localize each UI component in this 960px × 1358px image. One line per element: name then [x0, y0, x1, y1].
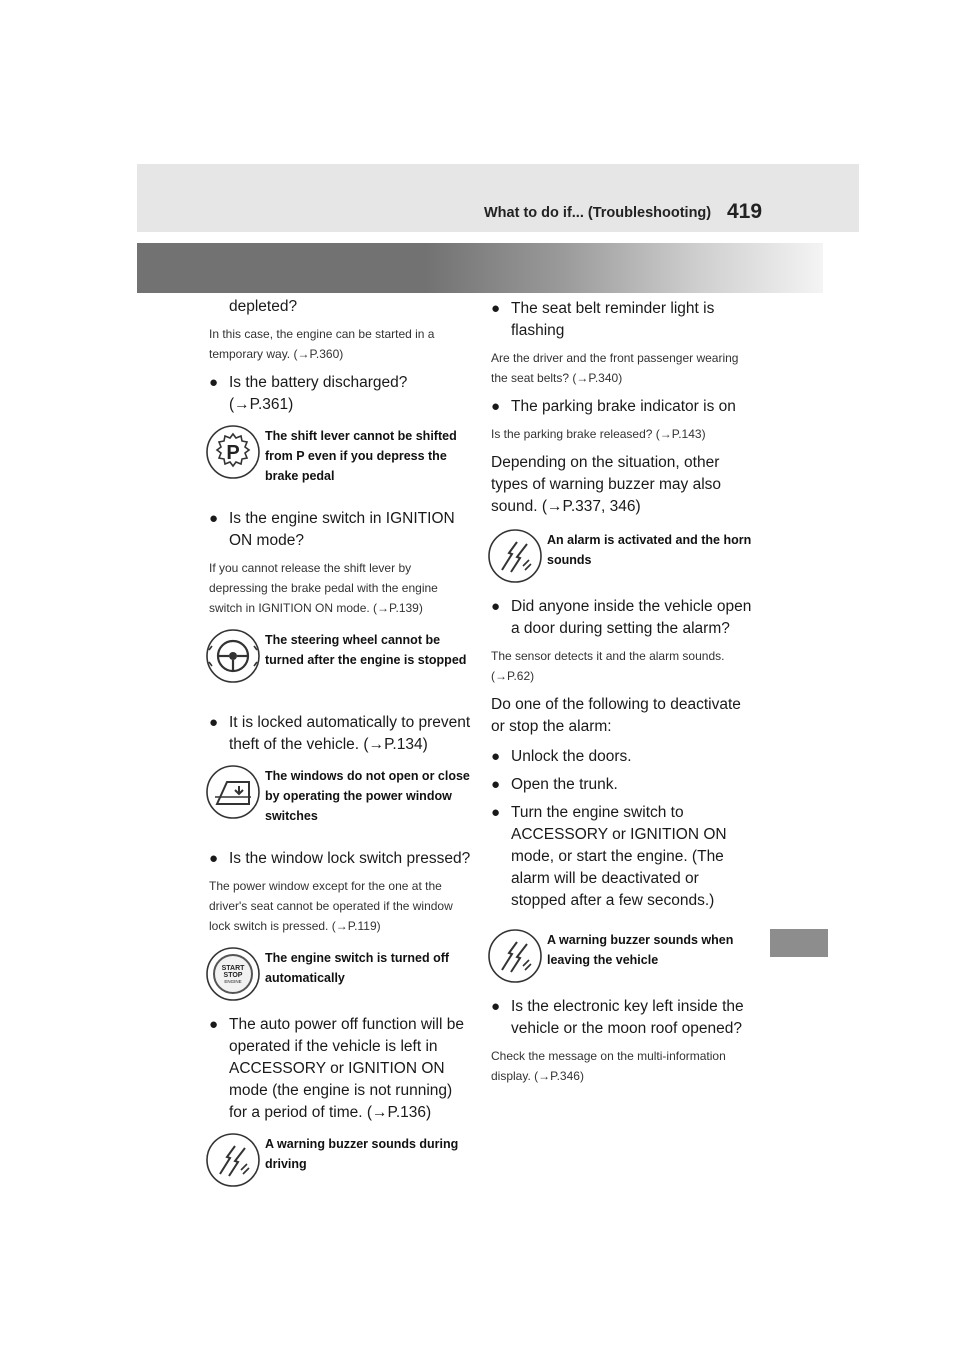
svg-text:ENGINE: ENGINE: [224, 979, 242, 984]
bullet-unlock: [491, 746, 753, 768]
bullet-text: Is the engine switch in IGNITION ON mode?: [229, 510, 455, 549]
symptom-alarm: [487, 526, 753, 590]
symptom-steering-wheel: [205, 626, 471, 706]
bullet-text: Did anyone inside the vehicle open a door during setting the alarm?: [511, 598, 752, 637]
bullet-dot-icon: ●: [491, 804, 501, 821]
bullet-dot-icon: ●: [491, 998, 501, 1015]
bullet-text: Unlock the doors.: [511, 748, 632, 765]
note-check-display: Check the message on the multi-information display. (→P.346): [491, 1049, 726, 1083]
bullet-dot-icon: ●: [491, 748, 501, 765]
para-situation: Depending on the situation, other types of warning buzzer may also sound. (→P.337, 346): [491, 454, 722, 515]
bullet-electronic-key: [491, 996, 753, 1040]
bullet-anyone-inside: [491, 596, 753, 640]
warning-buzzer-icon: [205, 1132, 261, 1188]
bullet-text: Is the window lock switch pressed?: [229, 850, 471, 867]
bullet-parking-brake: [491, 396, 753, 418]
bullet-text: The parking brake indicator is on: [511, 398, 736, 415]
steering-lock-icon: [205, 628, 261, 684]
left-column: [209, 296, 471, 1198]
symptom-buzzer-leaving: [487, 926, 753, 990]
note-sensor: The sensor detects it and the alarm sounds. (→P.62): [491, 649, 725, 683]
bullet-dot-icon: ●: [491, 398, 501, 415]
bullet-turn-switch: [491, 802, 753, 912]
warning-buzzer-icon: [487, 928, 543, 984]
power-window-icon: [205, 764, 261, 820]
bullet-dot-icon: ●: [209, 1016, 219, 1033]
bullet-dot-icon: ●: [491, 598, 501, 615]
para-do-one: Do one of the following to deactivate or stop the alarm:: [491, 696, 741, 735]
note-window-lock: The power window except for the one at the driver's seat cannot be operated if the window lock switch is pressed. (→P.119): [209, 879, 453, 933]
right-column: [491, 296, 753, 1094]
bullet-auto-power-off: [209, 1014, 471, 1124]
symptom-title: A warning buzzer sounds during driving: [265, 1137, 459, 1171]
note-shift-release: If you cannot release the shift lever by depressing the brake pedal with the engine switch in IGNITION ON mode. (→P.139): [209, 561, 438, 615]
continued-text: depleted?: [229, 298, 298, 315]
symptom-power-windows: [205, 762, 471, 842]
note-temporary-start: In this case, the engine can be started in a temporary way. (→P.360): [209, 327, 435, 361]
note-seatbelt: Are the driver and the front passenger wearing the seat belts? (→P.340): [491, 351, 739, 385]
chapter-side-tab: [770, 929, 828, 957]
bullet-battery: [209, 372, 471, 416]
bullet-dot-icon: ●: [209, 714, 219, 731]
symptom-shift-lever: [205, 422, 471, 502]
bullet-text: Turn the engine switch to ACCESSORY or IGNITION ON mode, or start the engine. (The alarm will be deactivated or stopped after a few seconds.): [511, 804, 727, 909]
bullet-text: The auto power off function will be operated if the vehicle is left in ACCESSORY or IGNITION ON mode (the engine is not running) for a period of time. (→P.136): [229, 1016, 464, 1121]
svg-text:STOP: STOP: [223, 972, 243, 979]
bullet-text: Is the electronic key left inside the vehicle or the moon roof opened?: [511, 998, 744, 1037]
start-stop-button-icon: [205, 946, 261, 1002]
svg-text:START: START: [221, 965, 245, 972]
bullet-text: It is locked automatically to prevent theft of the vehicle. (→P.134): [229, 714, 471, 753]
symptom-title: The steering wheel cannot be turned after the engine is stopped: [265, 633, 467, 667]
note-parking-brake: Is the parking brake released? (→P.143): [491, 427, 706, 441]
bullet-text: The seat belt reminder light is flashing: [511, 300, 715, 339]
bullet-text: Open the trunk.: [511, 776, 618, 793]
symptom-title: The engine switch is turned off automatically: [265, 951, 450, 985]
bullet-dot-icon: ●: [491, 300, 501, 317]
section-gradient-bar: [137, 243, 823, 293]
symptom-title: A warning buzzer sounds when leaving the vehicle: [547, 933, 734, 967]
bullet-dot-icon: ●: [209, 510, 219, 527]
bullet-ignition: [209, 508, 471, 552]
svg-text:P: P: [226, 442, 240, 464]
bullet-seatbelt: [491, 298, 753, 342]
symptom-title: The shift lever cannot be shifted from P even if you depress the brake pedal: [265, 429, 457, 483]
header-title: What to do if... (Troubleshooting): [484, 205, 712, 221]
symptom-buzzer-driving: [205, 1130, 471, 1194]
bullet-dot-icon: ●: [491, 776, 501, 793]
bullet-text: Is the battery discharged? (→P.361): [229, 374, 408, 413]
bullet-dot-icon: ●: [209, 850, 219, 867]
symptom-engine-off: [205, 944, 471, 1008]
bullet-dot-icon: ●: [209, 374, 219, 391]
page-number: 419: [727, 200, 763, 223]
shift-p-icon: [205, 424, 261, 480]
symptom-title: An alarm is activated and the horn sounds: [547, 533, 752, 567]
bullet-window-lock: [209, 848, 471, 870]
alarm-icon: [487, 528, 543, 584]
bullet-locked: [209, 712, 471, 756]
symptom-title: The windows do not open or close by operating the power window switches: [265, 769, 470, 823]
bullet-open-trunk: [491, 774, 753, 796]
